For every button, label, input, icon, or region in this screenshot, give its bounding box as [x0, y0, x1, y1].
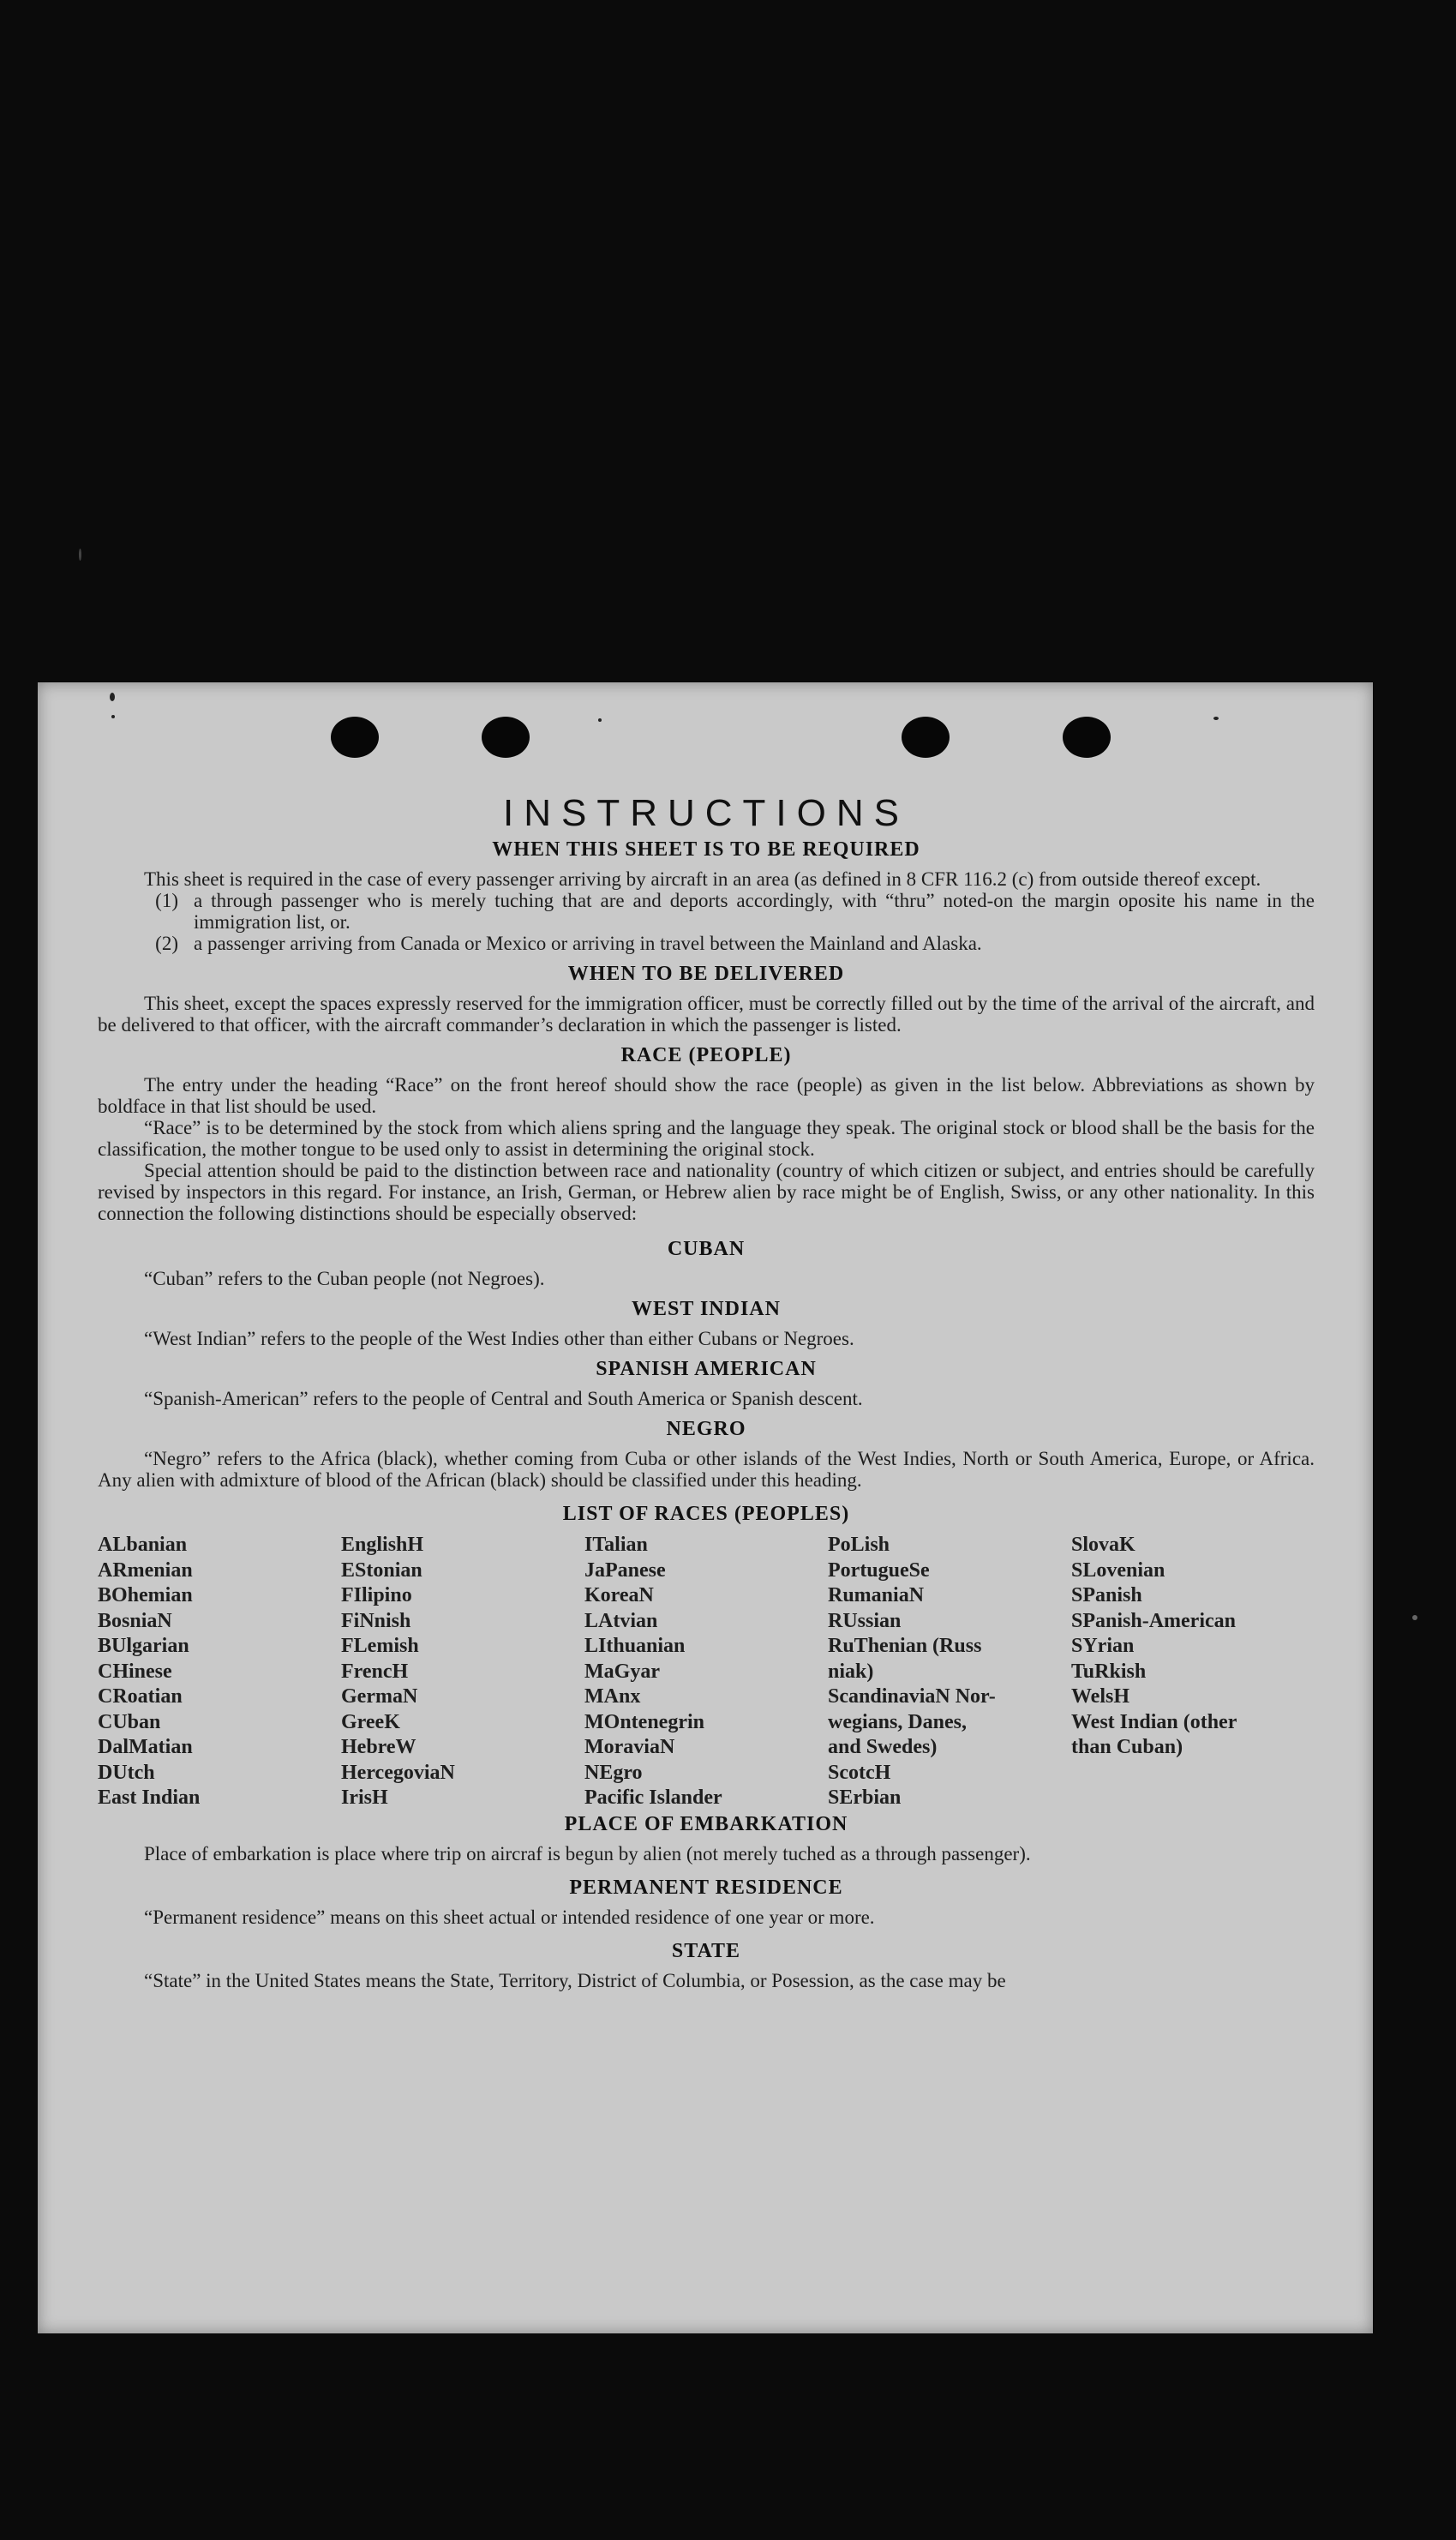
heading-state: STATE — [671, 1939, 741, 1962]
embarkation-text: Place of embarkation is place where trip on aircraf is begun by alien (not merely tuched as a through passenger). — [144, 1842, 1031, 1864]
races-column — [584, 1533, 828, 1811]
race-entry: GermaN — [341, 1685, 418, 1708]
required-item-2 — [98, 933, 1315, 954]
heading-list-of-races: LIST OF RACES (PEOPLES) — [562, 1503, 850, 1525]
heading-west-indian: WEST INDIAN — [632, 1298, 781, 1320]
item-text: a through passenger who is merely tuching that are and deports accordingly, with “thru” noted-on the margin oposite his name in the immigration list, or. — [194, 890, 1315, 933]
race-paragraph-2: “Race” is to be determined by the stock from which aliens spring and the language they speak. The original stock or blood shall be the basis for the classification, the mother tongue to be used only to assist in determining the original stock. — [98, 1117, 1315, 1160]
state-text: “State” in the United States means the State, Territory, District of Columbia, or Posession, as the case may be — [144, 1969, 1006, 1991]
required-item-1 — [98, 890, 1315, 933]
race-entry: ScotcH — [828, 1761, 891, 1784]
race-entry: BUlgarian — [98, 1635, 189, 1657]
race-entry: HebreW — [341, 1736, 416, 1758]
race-paragraph-1: The entry under the heading “Race” on the front hereof should show the race (people) as given in the list below. Abbreviations as shown by boldface in that list should be used. — [98, 1074, 1315, 1117]
race-entry: SPanish-American — [1071, 1609, 1236, 1632]
page-title: INSTRUCTIONS — [503, 792, 909, 834]
delivered-text: This sheet, except the spaces expressly reserved for the immigration officer, must be correctly filled out by the time of the arrival of the aircraft, and be delivered to that officer, with the aircraft commander’s declaration in which the passenger is listed. — [98, 993, 1315, 1036]
race-entry: NEgro — [584, 1761, 643, 1784]
race-entry: GreeK — [341, 1710, 400, 1733]
race-entry: SYrian — [1071, 1635, 1135, 1657]
heading-negro: NEGRO — [666, 1418, 746, 1440]
race-entry: TuRkish — [1071, 1660, 1147, 1683]
race-entry: EnglishH — [341, 1534, 424, 1556]
race-entry: RuThenian (Russ — [828, 1635, 982, 1657]
races-column — [341, 1533, 584, 1811]
race-entry: FLemish — [341, 1635, 419, 1657]
race-entry: BosniaN — [98, 1609, 172, 1632]
race-entry: FiNnish — [341, 1609, 411, 1632]
cuban-text: “Cuban” refers to the Cuban people (not Negroes). — [144, 1268, 545, 1289]
race-entry: ARmenian — [98, 1558, 193, 1582]
punch-hole — [1063, 717, 1111, 758]
speck — [598, 718, 602, 722]
race-entry: PortugueSe — [828, 1558, 930, 1582]
race-entry: EStonian — [341, 1558, 422, 1582]
race-entry: MOntenegrin — [584, 1710, 704, 1733]
race-entry: West Indian (other — [1071, 1710, 1237, 1733]
race-entry: IrisH — [341, 1786, 388, 1809]
heading-race: RACE (PEOPLE) — [620, 1044, 792, 1066]
punch-hole — [331, 717, 379, 758]
race-entry: ALbanian — [98, 1534, 188, 1556]
speck — [1412, 1615, 1417, 1620]
races-column — [98, 1533, 341, 1811]
heading-spanish-american: SPANISH AMERICAN — [596, 1358, 817, 1380]
item-number: (1) — [155, 890, 178, 911]
race-entry: niak) — [828, 1660, 874, 1683]
heading-residence: PERMANENT RESIDENCE — [569, 1876, 843, 1899]
race-entry: KoreaN — [584, 1584, 654, 1606]
race-entry: HercegoviaN — [341, 1761, 455, 1784]
race-entry: SLovenian — [1071, 1558, 1165, 1582]
instructions-content — [98, 792, 1315, 1991]
item-text: a passenger arriving from Canada or Mexico or arriving in travel between the Mainland and Alaska. — [194, 933, 982, 954]
residence-text: “Permanent residence” means on this sheet actual or intended residence of one year or more. — [144, 1906, 875, 1928]
races-column — [828, 1533, 1071, 1811]
race-entry: JaPanese — [584, 1558, 666, 1582]
document-page — [38, 682, 1373, 2333]
race-entry: and Swedes) — [828, 1736, 938, 1758]
west-indian-text: “West Indian” refers to the people of the West Indies other than either Cubans or Negroes. — [144, 1328, 854, 1349]
item-number: (2) — [155, 933, 178, 954]
punch-hole — [482, 717, 530, 758]
speck — [79, 549, 81, 561]
race-entry: SlovaK — [1071, 1534, 1135, 1556]
race-entry: BOhemian — [98, 1584, 193, 1606]
speck — [1213, 717, 1219, 720]
race-entry: CHinese — [98, 1660, 172, 1683]
race-entry: DalMatian — [98, 1736, 193, 1758]
punch-hole — [902, 717, 950, 758]
spanish-american-text: “Spanish-American” refers to the people of Central and South America or Spanish descent. — [144, 1388, 863, 1409]
speck — [111, 715, 115, 718]
race-entry: than Cuban) — [1071, 1736, 1183, 1758]
heading-delivered: WHEN TO BE DELIVERED — [567, 963, 845, 985]
required-intro: This sheet is required in the case of every passenger arriving by aircraft in an area (as defined in 8 CFR 116.2 (c) from outside thereof except. — [144, 868, 1261, 890]
race-entry: SPanish — [1071, 1584, 1142, 1606]
negro-text: “Negro” refers to the Africa (black), whether coming from Cuba or other islands of the West Indies, North or South America, Europe, or Africa. Any alien with admixture of blood of the African (black) should be classified under this heading. — [98, 1448, 1315, 1491]
race-entry: MAnx — [584, 1685, 641, 1708]
race-entry: MoraviaN — [584, 1736, 675, 1758]
speck — [110, 693, 115, 701]
race-entry: MaGyar — [584, 1660, 660, 1683]
race-entry: CRoatian — [98, 1685, 183, 1708]
race-entry: LIthuanian — [584, 1635, 686, 1657]
race-entry: FrencH — [341, 1660, 409, 1683]
race-entry: LAtvian — [584, 1609, 658, 1632]
race-entry: PoLish — [828, 1534, 890, 1556]
races-list — [98, 1533, 1315, 1811]
race-entry: RumaniaN — [828, 1584, 925, 1606]
heading-cuban: CUBAN — [667, 1238, 746, 1260]
race-entry: CUban — [98, 1710, 161, 1733]
races-column — [1071, 1533, 1315, 1811]
race-entry: wegians, Danes, — [828, 1710, 968, 1733]
race-entry: East Indian — [98, 1786, 201, 1809]
race-entry: FIlipino — [341, 1584, 412, 1606]
race-paragraph-3: Special attention should be paid to the distinction between race and nationality (country of which citizen or subject, and entries should be carefully revised by inspectors in this regard. For instance, an Irish, German, or Hebrew alien by race might be of English, Swiss, or any other nationality. In this connection the following distinctions should be especially observed: — [98, 1160, 1315, 1224]
race-entry: ScandinaviaN Nor- — [828, 1685, 996, 1708]
heading-embarkation: PLACE OF EMBARKATION — [564, 1812, 848, 1835]
race-entry: ITalian — [584, 1534, 648, 1556]
race-entry: SErbian — [828, 1786, 902, 1809]
heading-required: WHEN THIS SHEET IS TO BE REQUIRED — [492, 838, 920, 861]
race-entry: Pacific Islander — [584, 1786, 722, 1809]
race-entry: RUssian — [828, 1609, 902, 1632]
race-entry: DUtch — [98, 1761, 155, 1784]
race-entry: WelsH — [1071, 1685, 1130, 1708]
